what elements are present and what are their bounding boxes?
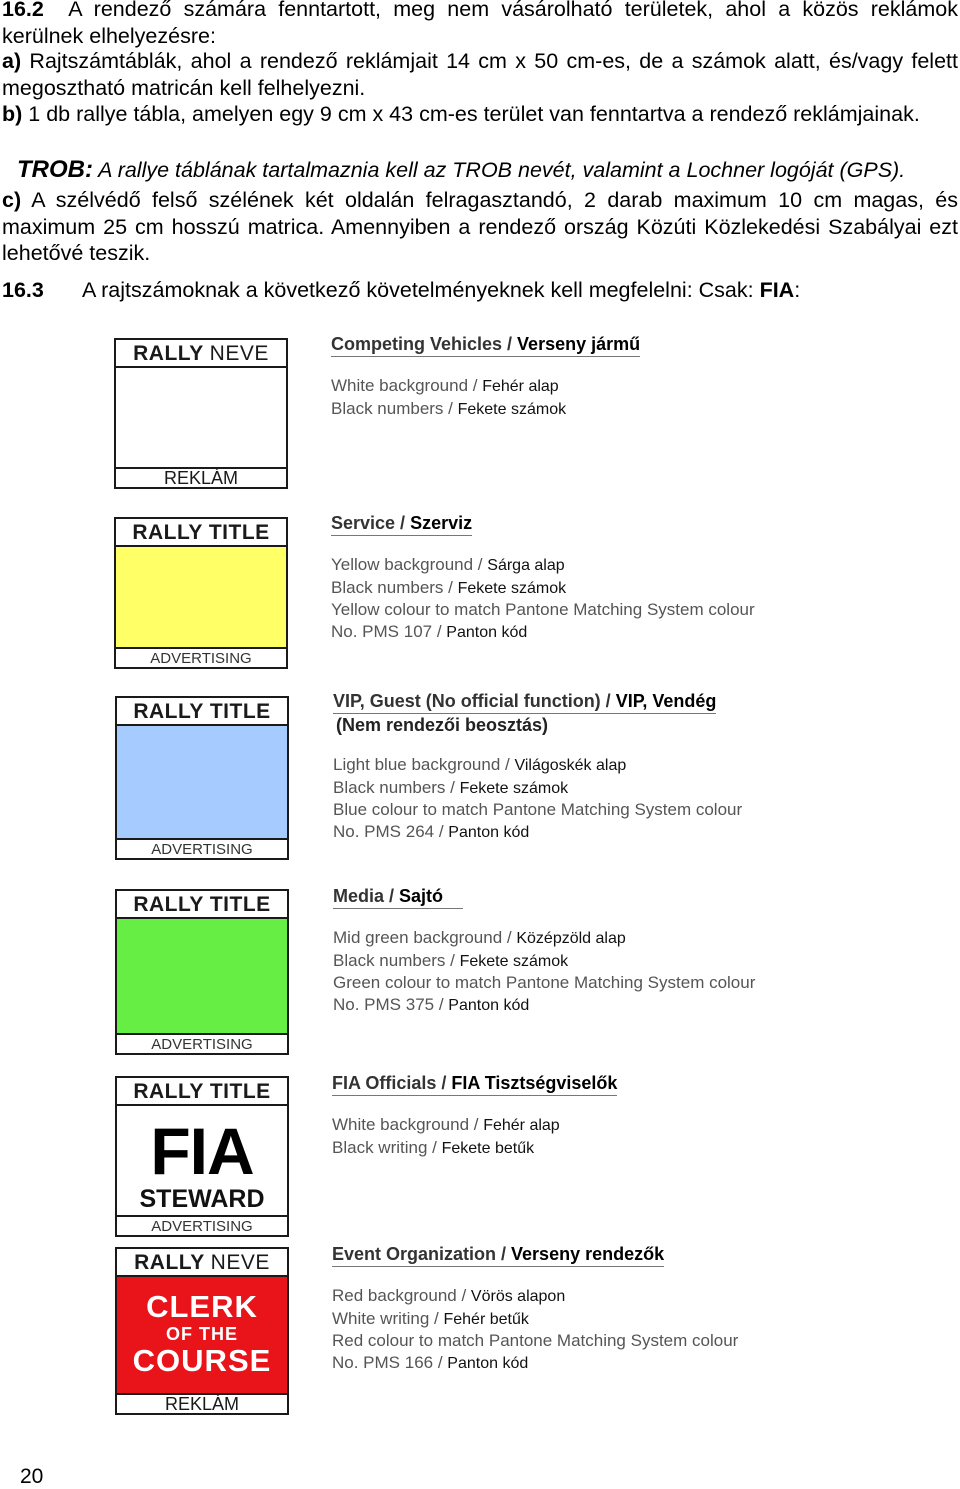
line-en: Light blue background / xyxy=(333,755,515,774)
plate-main-text: FIA xyxy=(150,1114,254,1188)
line-en: Yellow colour to match Pantone Matching System colour xyxy=(331,600,755,619)
line-en: No. PMS 375 / xyxy=(333,994,449,1014)
heading-hu: VIP, Vendég xyxy=(615,691,717,711)
item-text: 1 db rallye tábla, amelyen egy 9 cm x 43 cm-es terület van fenntartva a rendező reklámjainak. xyxy=(28,102,920,126)
plate-number-area xyxy=(117,1106,287,1215)
desc-line xyxy=(332,1330,738,1352)
trob-note xyxy=(17,157,958,184)
desc-heading xyxy=(333,690,716,714)
trob-label: TROB: xyxy=(17,156,93,183)
desc-media xyxy=(333,885,755,1016)
line-hu: Fehér alap xyxy=(483,1117,560,1134)
section-number: 16.2 xyxy=(2,0,44,21)
line-en: No. PMS 264 / xyxy=(333,821,449,841)
plate-advertising: REKLÁM xyxy=(116,467,286,487)
item-text: Rajtszámtáblák, ahol a rendező reklámjait 14 cm x 50 cm-es, de a számok alatt, és/vagy felett megosztható matricán kell felhelyezni. xyxy=(2,49,958,100)
desc-line xyxy=(333,777,742,800)
desc-service xyxy=(331,512,755,643)
plate-title: RALLY TITLE xyxy=(117,698,287,726)
page-number: 20 xyxy=(20,1465,44,1488)
plate-line-2: OF THE xyxy=(166,1324,238,1344)
desc-line xyxy=(333,799,742,821)
plate-title xyxy=(116,340,286,368)
line-en: Black numbers / xyxy=(333,950,460,970)
plate-number-area xyxy=(117,726,287,838)
line-hu: Panton kód xyxy=(446,623,528,641)
line-hu: Panton kód xyxy=(448,996,530,1014)
heading-en: Competing Vehicles / xyxy=(331,334,518,354)
plate-title-a: RALLY xyxy=(134,1251,211,1274)
item-a xyxy=(2,48,958,101)
section-16-2 xyxy=(2,0,958,49)
desc-line xyxy=(332,1285,738,1308)
desc-line xyxy=(333,994,755,1017)
section-bold: FIA xyxy=(759,278,795,302)
line-hu: Fekete számok xyxy=(457,579,567,597)
heading-en: VIP, Guest (No official function) / xyxy=(333,691,616,711)
heading-en: FIA Officials / xyxy=(332,1073,452,1093)
desc-heading xyxy=(331,512,472,536)
plate-title xyxy=(117,1249,287,1277)
line-hu: Középzöld alap xyxy=(516,930,626,947)
desc-fia-officials xyxy=(332,1072,617,1159)
item-b xyxy=(2,101,958,128)
line-en: White background / xyxy=(331,376,483,395)
plate-title-b: NEVE xyxy=(209,342,269,365)
heading-hu: Verseny rendezők xyxy=(511,1244,665,1264)
desc-line xyxy=(333,927,755,950)
line-hu: Vörös alapon xyxy=(470,1288,566,1305)
desc-line xyxy=(332,1308,738,1331)
line-en: Yellow background / xyxy=(331,555,488,574)
desc-competing-vehicles xyxy=(331,333,640,420)
desc-heading-hu-2: (Nem rendezői beosztás) xyxy=(336,715,549,735)
desc-heading xyxy=(332,1243,664,1267)
section-text: A rendező számára fenntartott, meg nem vásárolható területek, ahol a közös reklámok kerülnek elhelyezésre: xyxy=(2,0,958,48)
heading-en: Service / xyxy=(331,513,411,533)
plate-advertising: REKLÁM xyxy=(117,1393,287,1413)
section-colon: : xyxy=(794,278,801,302)
line-hu: Világoskék alap xyxy=(514,757,627,774)
line-hu: Sárga alap xyxy=(487,557,565,574)
line-en: Black numbers / xyxy=(331,398,458,418)
line-en: No. PMS 107 / xyxy=(331,621,447,641)
line-hu: Panton kód xyxy=(448,823,530,841)
plate-title: RALLY TITLE xyxy=(117,1078,287,1106)
plate-number-area xyxy=(117,919,287,1033)
desc-heading xyxy=(333,885,463,909)
desc-line xyxy=(333,821,742,844)
desc-line xyxy=(333,950,755,973)
section-number: 16.3 xyxy=(2,278,44,302)
line-en: Black numbers / xyxy=(333,777,460,797)
item-label: a) xyxy=(2,49,22,73)
plate-advertising: ADVERTISING xyxy=(116,647,286,667)
line-hu: Fekete betűk xyxy=(441,1139,535,1157)
line-hu: Fekete számok xyxy=(459,952,569,970)
desc-vip xyxy=(333,690,742,843)
line-en: Black numbers / xyxy=(331,577,458,597)
desc-heading xyxy=(331,333,640,357)
plate-line-3: COURSE xyxy=(132,1343,272,1378)
plate-service xyxy=(114,517,288,669)
line-hu: Panton kód xyxy=(447,1354,529,1372)
desc-line xyxy=(331,621,755,644)
heading-hu: FIA Tisztségviselők xyxy=(451,1073,618,1093)
desc-line xyxy=(332,1114,617,1137)
plate-vip xyxy=(115,696,289,860)
desc-line xyxy=(332,1137,617,1160)
section-16-3 xyxy=(2,277,958,304)
desc-heading xyxy=(332,1072,617,1096)
plate-title: RALLY TITLE xyxy=(117,891,287,919)
line-en: Green colour to match Pantone Matching System colour xyxy=(333,973,756,992)
line-hu: Fehér alap xyxy=(482,378,559,395)
desc-line xyxy=(331,398,640,421)
desc-line xyxy=(333,754,742,777)
item-c xyxy=(2,187,958,267)
item-label: c) xyxy=(2,188,22,212)
desc-event-organization xyxy=(332,1243,738,1374)
line-en: No. PMS 166 / xyxy=(332,1352,448,1372)
plate-number-area xyxy=(116,368,286,467)
plate-advertising: ADVERTISING xyxy=(117,1215,287,1235)
line-en: Red colour to match Pantone Matching System colour xyxy=(332,1331,739,1350)
plate-number-area xyxy=(116,547,286,647)
plate-line-1: CLERK xyxy=(146,1289,258,1324)
line-hu: Fekete számok xyxy=(459,779,569,797)
line-hu: Fekete számok xyxy=(457,400,567,418)
plate-number-area xyxy=(117,1277,287,1393)
heading-en: Event Organization / xyxy=(332,1244,512,1264)
desc-line xyxy=(331,554,755,577)
item-label: b) xyxy=(2,102,23,126)
plate-title-b: NEVE xyxy=(210,1251,270,1274)
line-hu: Fehér betűk xyxy=(443,1310,529,1328)
section-text: A rajtszámoknak a következő követelményeknek kell megfelelni: Csak: xyxy=(82,278,760,302)
item-text: A szélvédő felső szélének két oldalán felragasztandó, 2 darab maximum 10 cm magas, és maximum 25 cm hosszú matrica. Amennyiben a rendező ország Közúti Közlekedési Szabályai ezt lehetővé teszik. xyxy=(2,188,958,265)
desc-line xyxy=(333,972,755,994)
line-en: White background / xyxy=(332,1115,484,1134)
heading-hu: Verseny jármű xyxy=(517,334,641,354)
plate-advertising: ADVERTISING xyxy=(117,838,287,858)
heading-hu: Sajtó xyxy=(399,886,444,906)
plate-fia-officials xyxy=(115,1076,289,1237)
desc-line xyxy=(331,375,640,398)
line-en: Blue colour to match Pantone Matching System colour xyxy=(333,800,743,819)
heading-en: Media / xyxy=(333,886,400,906)
plate-title: RALLY TITLE xyxy=(116,519,286,547)
plate-event-organization xyxy=(115,1247,289,1415)
line-en: White writing / xyxy=(332,1308,444,1328)
plate-title-a: RALLY xyxy=(133,342,210,365)
plate-media xyxy=(115,889,289,1055)
line-en: Black writing / xyxy=(332,1137,442,1157)
desc-line xyxy=(331,599,755,621)
trob-text: A rallye táblának tartalmaznia kell az TROB nevét, valamint a Lochner logóját (GPS). xyxy=(98,158,906,182)
plate-advertising: ADVERTISING xyxy=(117,1033,287,1053)
desc-line xyxy=(331,577,755,600)
heading-hu: Szerviz xyxy=(410,513,473,533)
plate-sub-text: STEWARD xyxy=(139,1185,265,1213)
desc-line xyxy=(332,1352,738,1375)
line-en: Mid green background / xyxy=(333,928,517,947)
plate-competing-vehicles xyxy=(114,338,288,489)
line-en: Red background / xyxy=(332,1286,471,1305)
